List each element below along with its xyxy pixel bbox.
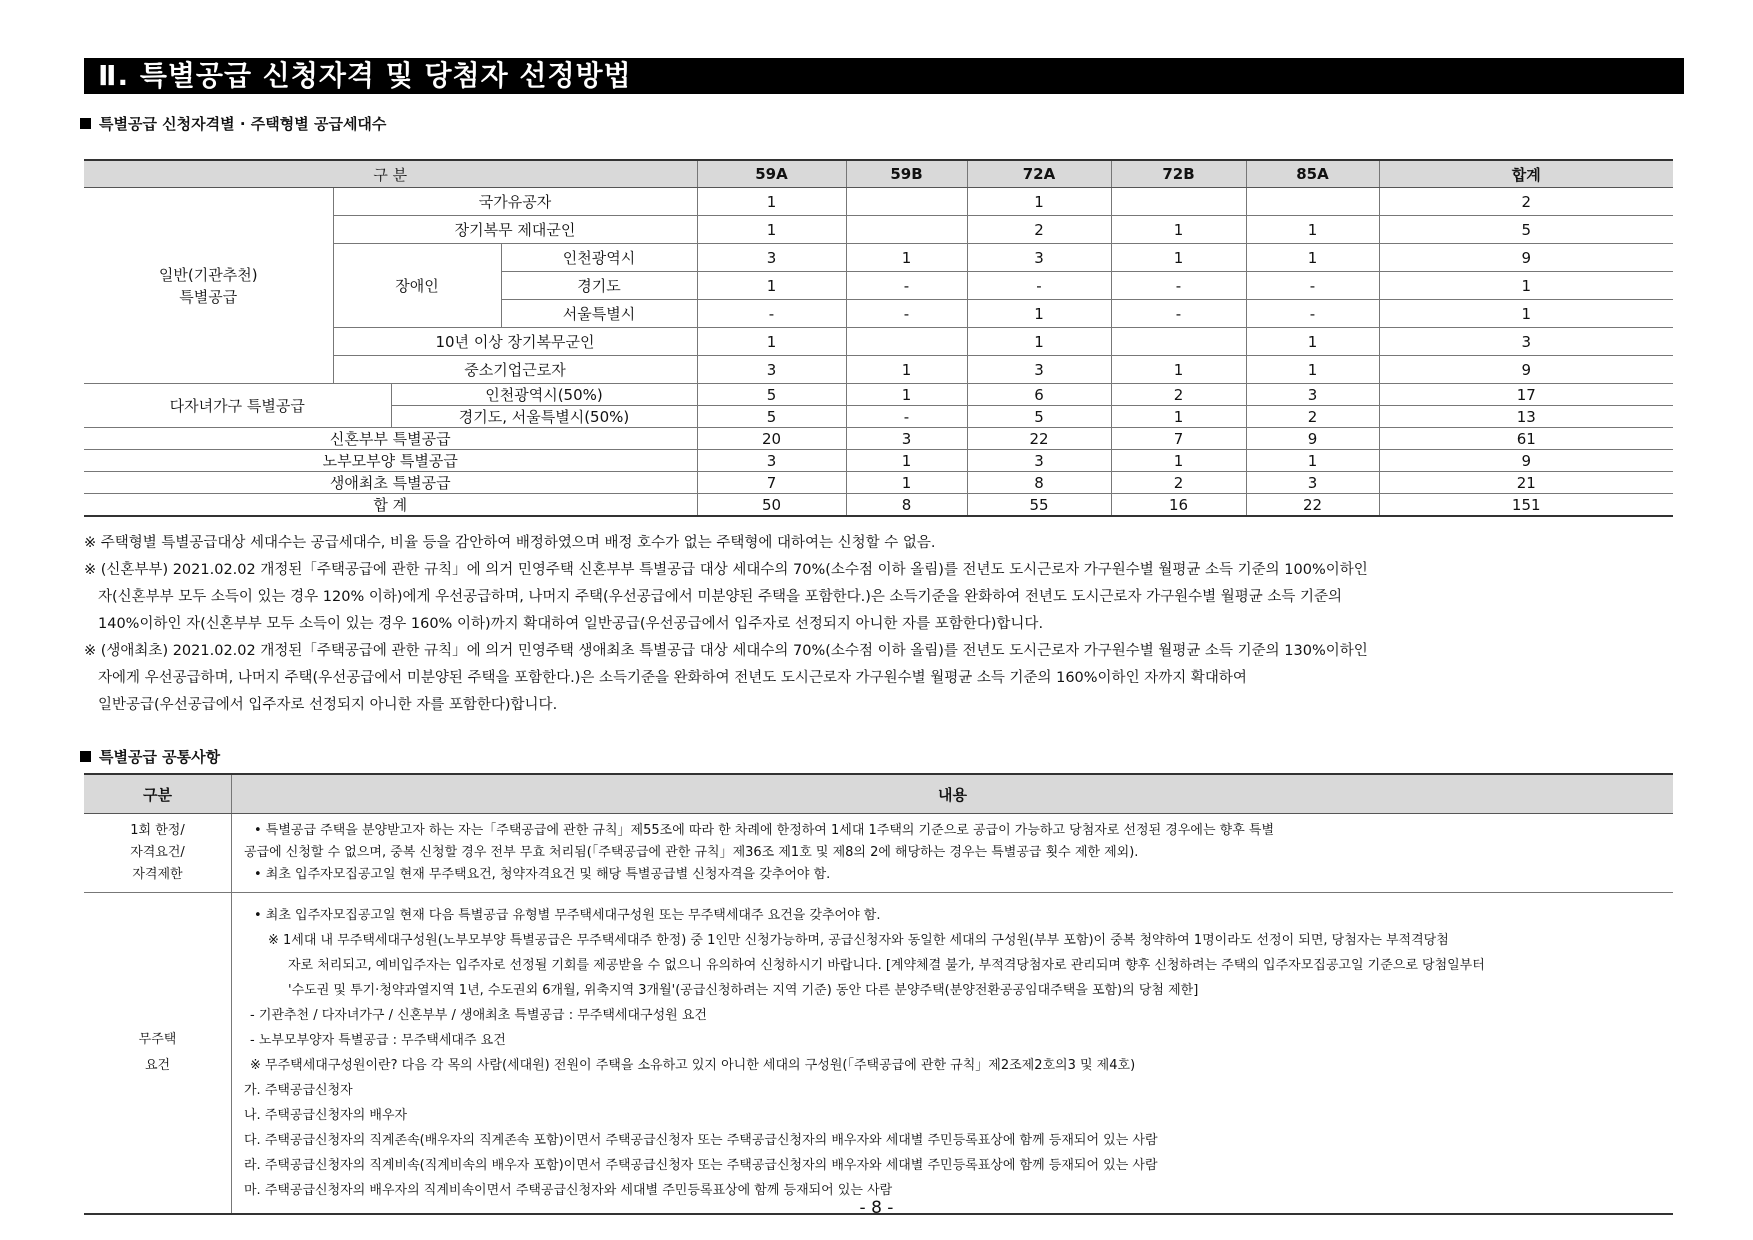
cell: 6 [967,384,1111,406]
group-general-special: 일반(기관추천) 특별공급 [84,188,333,384]
row-label: 중소기업근로자 [333,356,697,384]
cell: - [967,272,1111,300]
cell: 1 [697,328,846,356]
content-line: - 기관추천 / 다자녀가구 / 신혼부부 / 생애최초 특별공급 : 무주택세대구성원 요건 [250,1008,707,1023]
group-disabled: 장애인 [333,244,501,328]
row-label: 노부모부양 특별공급 [84,450,697,472]
row-label: 생애최초 특별공급 [84,472,697,494]
row-label-homeless [84,893,232,1215]
cell: 22 [967,428,1111,450]
cell: 50 [697,494,846,517]
row-label: 국가유공자 [333,188,697,216]
cell: 2 [1111,384,1246,406]
cell: 1 [846,244,967,272]
note-line: ※ (생애최초) 2021.02.02 개정된「주택공급에 관한 규칙」에 의거 민영주택 생애최초 특별공급 대상 세대수의 70%(소수점 이하 올림)를 전년도 도시근로자 가구원수별 월평균 소득 기준의 130%이하인 [84,643,1368,659]
content-line: '수도권 및 투기·청약과열지역 1년, 수도권외 6개월, 위축지역 3개월'(공급신청하려는 지역 기준) 동안 다른 분양주택(분양전환공공임대주택을 포함)의 당첨 제한] [288,983,1199,998]
cell: 1 [1111,450,1246,472]
cell: 1 [1379,300,1673,328]
cell: 3 [697,450,846,472]
header-content: 내용 [232,774,1674,814]
cell: 3 [967,244,1111,272]
cell: 3 [967,450,1111,472]
content-line: 공급에 신청할 수 없으며, 중복 신청할 경우 전부 무효 처리됨(「주택공급에 관한 규칙」제36조 제1호 및 제8의 2에 해당하는 경우는 특별공급 횟수 제한 제외). [244,845,1139,860]
row-label: 신혼부부 특별공급 [84,428,697,450]
cell: 16 [1111,494,1246,517]
row-content-one-time [232,814,1674,893]
row-label: 장기복무 제대군인 [333,216,697,244]
cell [846,328,967,356]
cell: 8 [967,472,1111,494]
cell [1111,188,1246,216]
label-line: 자격요건/ [130,845,185,860]
cell: 1 [967,300,1111,328]
cell: 20 [697,428,846,450]
section-heading-common [80,746,220,767]
cell: 17 [1379,384,1673,406]
label-line: 자격제한 [132,867,183,882]
cell: 1 [697,188,846,216]
table-row [84,472,1673,494]
header-59a: 59A [697,160,846,188]
supply-table [84,159,1673,517]
content-line: 마. 주택공급신청자의 배우자의 직계비속이면서 주택공급신청자와 세대별 주민등록표상에 함께 등재되어 있는 사람 [244,1183,893,1198]
cell: 2 [1379,188,1673,216]
cell: - [846,300,967,328]
content-line: 라. 주택공급신청자의 직계비속(직계비속의 배우자 포함)이면서 주택공급신청자 또는 주택공급신청자의 배우자와 세대별 주민등록표상에 함께 등재되어 있는 사람 [244,1158,1158,1173]
cell: 2 [967,216,1111,244]
content-line: 다. 주택공급신청자의 직계존속(배우자의 직계존속 포함)이면서 주택공급신청자 또는 주택공급신청자의 배우자와 세대별 주민등록표상에 함께 등재되어 있는 사람 [244,1133,1158,1148]
cell: 9 [1246,428,1379,450]
cell: 5 [697,406,846,428]
label-line: 1회 한정/ [130,823,185,838]
common-requirements-table [84,773,1673,1215]
table-row [84,814,1673,893]
cell: 9 [1379,356,1673,384]
cell: 7 [697,472,846,494]
cell: 8 [846,494,967,517]
row-label: 인천광역시 [501,244,697,272]
note-line: ※ (신혼부부) 2021.02.02 개정된「주택공급에 관한 규칙」에 의거 민영주택 신혼부부 특별공급 대상 세대수의 70%(소수점 이하 올림)를 전년도 도시근로자 가구원수별 월평균 소득 기준의 100%이하인 [84,562,1368,578]
content-line: ※ 무주택세대구성원이란? 다음 각 목의 사람(세대원) 전원이 주택을 소유하고 있지 아니한 세대의 구성원(「주택공급에 관한 규칙」제2조제2호의3 및 제4호) [250,1058,1136,1073]
cell: 21 [1379,472,1673,494]
cell: 3 [697,244,846,272]
section-heading-supply [80,113,386,134]
cell: 1 [1111,244,1246,272]
header-72a: 72A [967,160,1111,188]
content-line: 가. 주택공급신청자 [244,1083,353,1098]
cell [1111,328,1246,356]
cell: 3 [697,356,846,384]
note-line: 자(신혼부부 모두 소득이 있는 경우 120% 이하)에게 우선공급하며, 나머지 주택(우선공급에서 미분양된 주택을 포함한다.)은 소득기준을 완화하여 전년도 도시근로자 가구원수별 월평균 소득 기준의 [98,589,1343,605]
row-label-one-time [84,814,232,893]
cell: 7 [1111,428,1246,450]
cell: 1 [967,328,1111,356]
header-85a: 85A [1246,160,1379,188]
header-59b: 59B [846,160,967,188]
cell: 5 [1379,216,1673,244]
header-72b: 72B [1111,160,1246,188]
note-line: 일반공급(우선공급에서 입주자로 선정되지 아니한 자를 포함한다)합니다. [98,697,558,713]
cell: 61 [1379,428,1673,450]
cell: 3 [967,356,1111,384]
cell: 1 [1246,356,1379,384]
note-line: ※ 주택형별 특별공급대상 세대수는 공급세대수, 비율 등을 감안하여 배정하였으며 배정 호수가 없는 주택형에 대하여는 신청할 수 없음. [84,535,936,551]
cell: 22 [1246,494,1379,517]
row-label: 서울특별시 [501,300,697,328]
cell: 5 [967,406,1111,428]
cell: 2 [1246,406,1379,428]
note-line: 자에게 우선공급하며, 나머지 주택(우선공급에서 미분양된 주택을 포함한다.)은 소득기준을 완화하여 전년도 도시근로자 가구원수별 월평균 소득 기준의 160%이하인 자까지 확대하여 [98,670,1247,686]
table-row [84,188,1673,216]
cell [1246,188,1379,216]
group-multichild: 다자녀가구 특별공급 [84,384,391,428]
cell: 3 [1246,384,1379,406]
content-line: • 최초 입주자모집공고일 현재 무주택요건, 청약자격요건 및 해당 특별공급별 신청자격을 갖추어야 함. [254,867,831,882]
cell: 3 [1379,328,1673,356]
content-line: 나. 주택공급신청자의 배우자 [244,1108,408,1123]
cell: 9 [1379,450,1673,472]
label-line: 무주택 [138,1032,177,1047]
cell: - [846,406,967,428]
cell: - [1111,300,1246,328]
content-line: • 특별공급 주택을 분양받고자 하는 자는「주택공급에 관한 규칙」제55조에 따라 한 차례에 한정하여 1세대 1주택의 기준으로 공급이 가능하고 당첨자로 선정된 경우에는 향후 특별 [254,823,1275,838]
notes-block [84,530,1694,719]
header-category: 구분 [84,774,232,814]
cell: - [697,300,846,328]
section-heading-text: 특별공급 신청자격별 · 주택형별 공급세대수 [99,115,387,133]
header-category: 구 분 [84,160,697,188]
cell: 1 [967,188,1111,216]
table-row [84,450,1673,472]
header-total: 합계 [1379,160,1673,188]
cell: 1 [1246,450,1379,472]
square-bullet-icon [80,751,91,762]
cell: 1 [1379,272,1673,300]
table-header-row [84,160,1673,188]
cell: 1 [846,384,967,406]
cell: 1 [846,472,967,494]
content-line: 자로 처리되고, 예비입주자는 입주자로 선정될 기회를 제공받을 수 없으니 유의하여 신청하시기 바랍니다. [계약체결 불가, 부적격당첨자로 관리되며 향후 신청하려는 주택의 입주자모집공고일 기준으로 당첨일부터 [288,958,1485,973]
content-line: • 최초 입주자모집공고일 현재 다음 특별공급 유형별 무주택세대구성원 또는 무주택세대주 요건을 갖추어야 함. [254,908,881,923]
cell: 1 [1246,244,1379,272]
cell: 9 [1379,244,1673,272]
row-label: 10년 이상 장기복무군인 [333,328,697,356]
cell: 3 [846,428,967,450]
cell: 1 [1246,328,1379,356]
cell: 55 [967,494,1111,517]
cell: 1 [1111,216,1246,244]
cell: 2 [1111,472,1246,494]
cell: - [846,272,967,300]
table-row [84,428,1673,450]
row-content-homeless [232,893,1674,1215]
cell: 1 [697,272,846,300]
cell: 1 [697,216,846,244]
page-number: - 8 - [859,1198,894,1218]
cell: 151 [1379,494,1673,517]
cell: 1 [846,356,967,384]
row-label: 경기도 [501,272,697,300]
table-header-row [84,774,1673,814]
cell: 1 [846,450,967,472]
cell: 3 [1246,472,1379,494]
note-line: 140%이하인 자(신혼부부 모두 소득이 있는 경우 160% 이하)까지 확대하여 일반공급(우선공급에서 입주자로 선정되지 아니한 자를 포함한다)합니다. [98,616,1044,632]
cell: 1 [1111,356,1246,384]
table-row [84,384,1673,406]
content-line: - 노부모부양자 특별공급 : 무주택세대주 요건 [250,1033,506,1048]
cell: 1 [1111,406,1246,428]
cell: 5 [697,384,846,406]
cell: - [1246,272,1379,300]
square-bullet-icon [80,118,91,129]
content-line: ※ 1세대 내 무주택세대구성원(노부모부양 특별공급은 무주택세대주 한정) 중 1인만 신청가능하며, 공급신청자와 동일한 세대의 구성원(부부 포함)이 중복 청약하여 1명이라도 선정이 되면, 당첨자는 부적격당첨 [268,933,1449,948]
table-total-row [84,494,1673,517]
cell: - [1246,300,1379,328]
cell: 13 [1379,406,1673,428]
page-title: Ⅱ. 특별공급 신청자격 및 당첨자 선정방법 [84,58,1684,94]
cell [846,216,967,244]
cell [846,188,967,216]
row-label: 합 계 [84,494,697,517]
label-line: 요건 [144,1058,171,1073]
row-label: 인천광역시(50%) [391,384,697,406]
cell: - [1111,272,1246,300]
table-row [84,893,1673,1215]
cell: 1 [1246,216,1379,244]
row-label: 경기도, 서울특별시(50%) [391,406,697,428]
section-heading-text: 특별공급 공통사항 [99,748,221,766]
